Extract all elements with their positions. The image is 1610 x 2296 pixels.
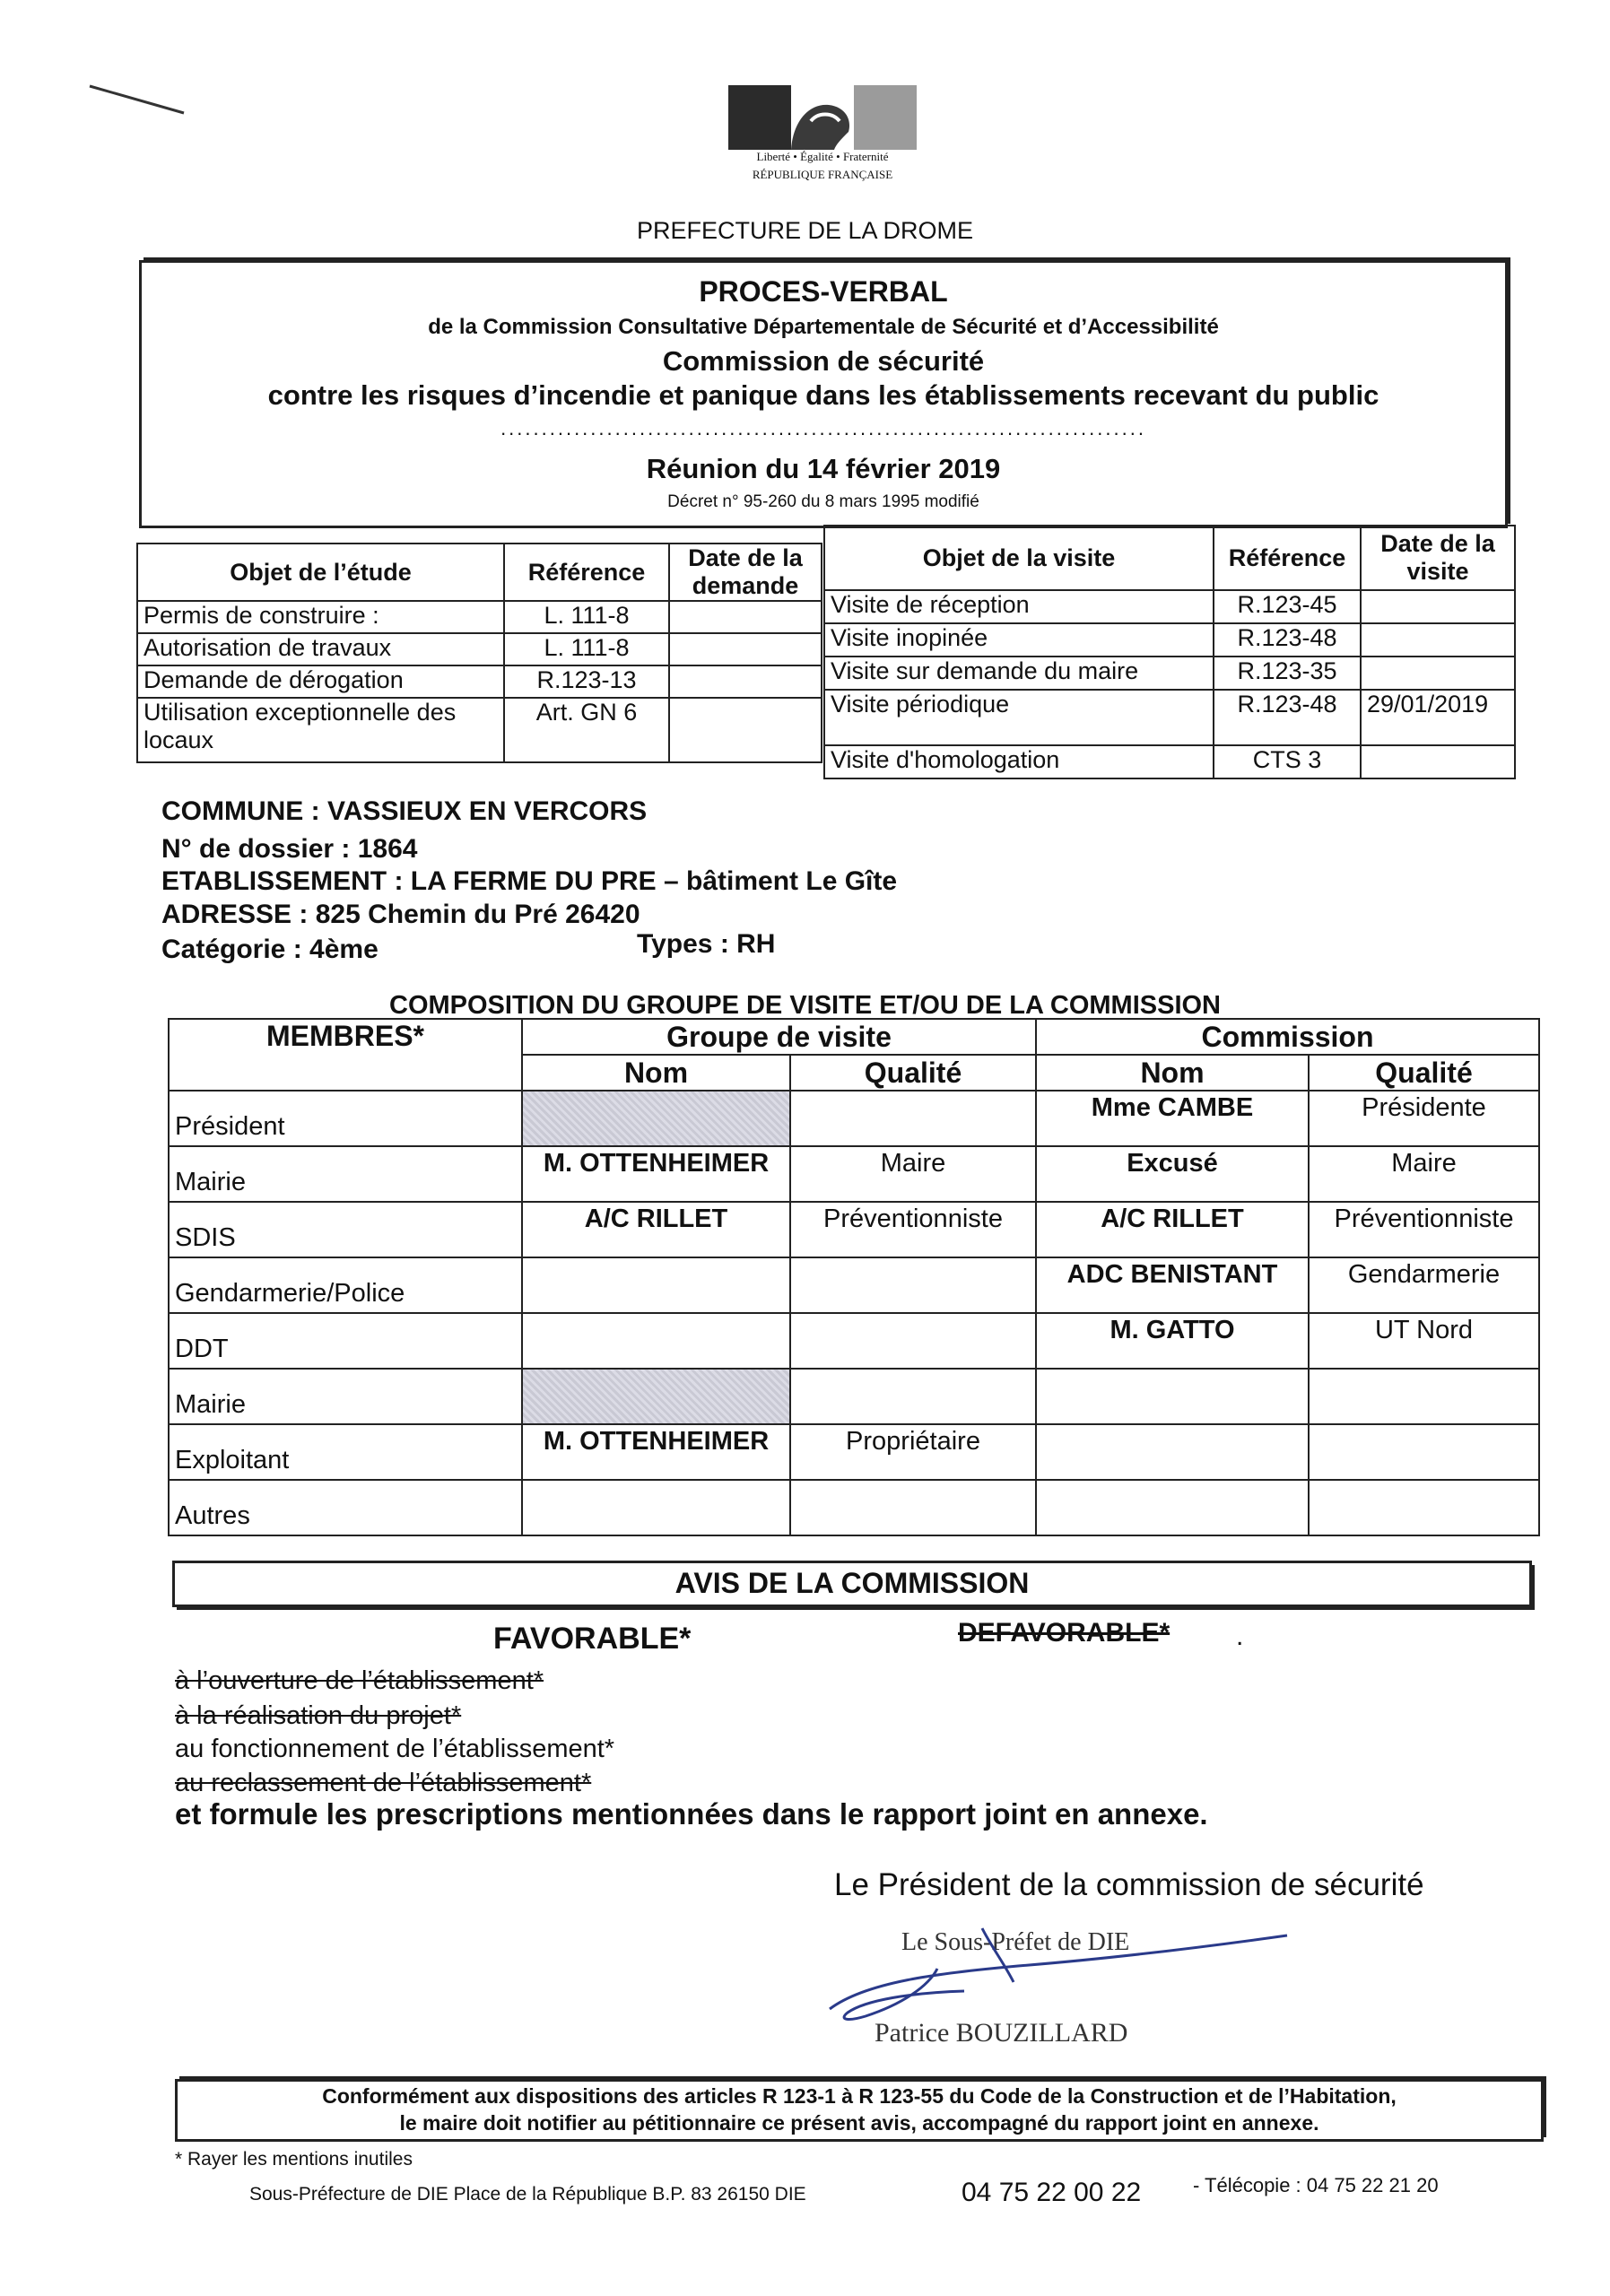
visit-date: 29/01/2019	[1361, 690, 1515, 745]
study-table-header	[137, 544, 822, 601]
groupe-nom: M. OTTENHEIMER	[522, 1146, 790, 1202]
member-row	[169, 1202, 1539, 1257]
dossier-number: N° de dossier : 1864	[161, 834, 418, 864]
study-objet: Utilisation exceptionnelle des locaux	[137, 698, 504, 762]
groupe-header: Groupe de visite	[522, 1019, 1036, 1055]
prefecture-title: PREFECTURE DE LA DROME	[636, 217, 974, 244]
commission-nom: A/C RILLET	[1036, 1202, 1309, 1257]
commission-qualite: Maire	[1309, 1146, 1539, 1202]
commission-qualite	[1309, 1369, 1539, 1424]
groupe-qualite	[790, 1369, 1036, 1424]
commission-nom	[1036, 1480, 1309, 1535]
mention-ouverture: à l’ouverture de l’établissement*	[175, 1666, 544, 1695]
study-date	[669, 601, 822, 633]
groupe-nom	[522, 1313, 790, 1369]
commission-nom	[1036, 1369, 1309, 1424]
visit-row	[824, 745, 1515, 778]
groupe-qualite	[790, 1091, 1036, 1146]
groupe-nom-header: Nom	[522, 1055, 790, 1091]
visit-row	[824, 657, 1515, 690]
notice-box	[175, 2079, 1544, 2142]
member-row	[169, 1369, 1539, 1424]
visit-date	[1361, 623, 1515, 657]
logo-republique: RÉPUBLIQUE FRANÇAISE	[752, 168, 893, 181]
prescriptions-text: et formule les prescriptions mentionnées dans le rapport joint en annexe.	[175, 1797, 1208, 1831]
groupe-nom	[522, 1091, 790, 1146]
study-date	[669, 698, 822, 762]
member-role: Président	[169, 1091, 522, 1146]
groupe-nom	[522, 1369, 790, 1424]
groupe-qualite	[790, 1313, 1036, 1369]
header-dots: ...............................................................................	[500, 417, 1146, 439]
visit-date	[1361, 590, 1515, 623]
members-table	[168, 1018, 1540, 1536]
study-header-date: Date de la demande	[669, 544, 822, 601]
study-date	[669, 665, 822, 698]
commission-qualite: Préventionniste	[1309, 1202, 1539, 1257]
categorie: Catégorie : 4ème	[161, 935, 379, 964]
pen-mark	[85, 70, 193, 124]
commission-nom-header: Nom	[1036, 1055, 1309, 1091]
visit-header-objet: Objet de la visite	[824, 526, 1214, 590]
header-subtitle-3: contre les risques d’incendie et panique dans les établissements recevant du public	[267, 379, 1379, 411]
visit-date	[1361, 745, 1515, 778]
study-ref: Art. GN 6	[504, 698, 669, 762]
visit-objet: Visite périodique	[824, 690, 1214, 745]
proces-verbal-title: PROCES-VERBAL	[699, 275, 948, 308]
notice-line-2: le maire doit notifier au pétitionnaire ce présent avis, accompagné du rapport joint en annexe.	[399, 2111, 1319, 2135]
commission-qualite: UT Nord	[1309, 1313, 1539, 1369]
composition-title: COMPOSITION DU GROUPE DE VISITE ET/OU DE LA COMMISSION	[389, 991, 1221, 1020]
groupe-nom: A/C RILLET	[522, 1202, 790, 1257]
membres-header: MEMBRES*	[169, 1019, 522, 1091]
commission-nom: Mme CAMBE	[1036, 1091, 1309, 1146]
types: Types : RH	[637, 929, 776, 959]
study-objet: Permis de construire :	[137, 601, 504, 633]
member-row	[169, 1424, 1539, 1480]
commission-nom: Excusé	[1036, 1146, 1309, 1202]
favorable-label: FAVORABLE*	[493, 1622, 692, 1656]
visit-ref: R.123-48	[1214, 623, 1361, 657]
study-ref: L. 111-8	[504, 601, 669, 633]
visit-ref: CTS 3	[1214, 745, 1361, 778]
footer-fax: - Télécopie : 04 75 22 21 20	[1193, 2174, 1439, 2196]
visit-header-reference: Référence	[1214, 526, 1361, 590]
decret-reference: Décret n° 95-260 du 8 mars 1995 modifié	[667, 492, 979, 511]
footer-telephone: 04 75 22 00 22	[962, 2178, 1142, 2207]
member-row	[169, 1146, 1539, 1202]
etablissement: ETABLISSEMENT : LA FERME DU PRE – bâtiment Le Gîte	[161, 866, 898, 896]
commission-qualite: Gendarmerie	[1309, 1257, 1539, 1313]
mention-realisation: à la réalisation du projet*	[175, 1701, 462, 1730]
groupe-nom	[522, 1257, 790, 1313]
groupe-qualite-header: Qualité	[790, 1055, 1036, 1091]
member-role: Exploitant	[169, 1424, 522, 1480]
member-row	[169, 1091, 1539, 1146]
visit-date	[1361, 657, 1515, 690]
groupe-qualite: Préventionniste	[790, 1202, 1036, 1257]
visit-table	[823, 525, 1516, 779]
member-role: Gendarmerie/Police	[169, 1257, 522, 1313]
groupe-nom	[522, 1480, 790, 1535]
commission-qualite-header: Qualité	[1309, 1055, 1539, 1091]
member-row	[169, 1257, 1539, 1313]
visit-ref: R.123-35	[1214, 657, 1361, 690]
study-row	[137, 601, 822, 633]
visit-objet: Visite inopinée	[824, 623, 1214, 657]
study-header-reference: Référence	[504, 544, 669, 601]
mention-reclassement: au reclassement de l’établissement*	[175, 1769, 592, 1797]
commission-qualite	[1309, 1480, 1539, 1535]
study-table	[136, 543, 822, 763]
commission-nom: M. GATTO	[1036, 1313, 1309, 1369]
member-role: DDT	[169, 1313, 522, 1369]
commission-header: Commission	[1036, 1019, 1539, 1055]
study-row	[137, 698, 822, 762]
visit-header-date: Date de la visite	[1361, 526, 1515, 590]
study-ref: L. 111-8	[504, 633, 669, 665]
rayer-mentions-note: * Rayer les mentions inutiles	[175, 2149, 413, 2170]
study-row	[137, 633, 822, 665]
avis-box	[172, 1561, 1532, 1607]
groupe-qualite: Maire	[790, 1146, 1036, 1202]
header-subtitle-1: de la Commission Consultative Départementale de Sécurité et d’Accessibilité	[428, 315, 1219, 339]
notice-line-1: Conformément aux dispositions des articles R 123-1 à R 123-55 du Code de la Construction et de l’Habitation,	[322, 2084, 1397, 2108]
visit-row	[824, 690, 1515, 745]
commission-qualite: Présidente	[1309, 1091, 1539, 1146]
president-label: Le Président de la commission de sécurité	[834, 1867, 1424, 1902]
avis-title: AVIS DE LA COMMISSION	[674, 1567, 1030, 1599]
study-row	[137, 665, 822, 698]
visit-row	[824, 590, 1515, 623]
member-role: SDIS	[169, 1202, 522, 1257]
footer-address: Sous-Préfecture de DIE Place de la République B.P. 83 26150 DIE	[249, 2184, 806, 2205]
commission-qualite	[1309, 1424, 1539, 1480]
member-row	[169, 1313, 1539, 1369]
visit-row	[824, 623, 1515, 657]
mention-fonctionnement: au fonctionnement de l’établissement*	[175, 1735, 615, 1763]
adresse: ADRESSE : 825 Chemin du Pré 26420	[161, 900, 640, 929]
reunion-date: Réunion du 14 février 2019	[646, 453, 1001, 484]
member-row	[169, 1480, 1539, 1535]
member-role: Mairie	[169, 1369, 522, 1424]
groupe-qualite: Propriétaire	[790, 1424, 1036, 1480]
member-role: Autres	[169, 1480, 522, 1535]
marianne-logo	[728, 85, 917, 193]
header-box	[139, 260, 1508, 528]
logo-motto: Liberté • Égalité • Fraternité	[756, 150, 889, 163]
sous-prefet-stamp: Le Sous-Préfet de DIE	[901, 1928, 1130, 1956]
study-objet: Autorisation de travaux	[137, 633, 504, 665]
marianne-emblem-icon	[728, 85, 917, 150]
visit-objet: Visite sur demande du maire	[824, 657, 1214, 690]
header-subtitle-2: Commission de sécurité	[662, 345, 985, 377]
study-ref: R.123-13	[504, 665, 669, 698]
visit-objet: Visite d'homologation	[824, 745, 1214, 778]
visit-objet: Visite de réception	[824, 590, 1214, 623]
visit-table-header	[824, 526, 1515, 590]
groupe-qualite	[790, 1257, 1036, 1313]
signatory-name: Patrice BOUZILLARD	[875, 2018, 1128, 2048]
stray-dot: .	[1236, 1622, 1244, 1651]
member-role: Mairie	[169, 1146, 522, 1202]
groupe-nom: M. OTTENHEIMER	[522, 1424, 790, 1480]
groupe-qualite	[790, 1480, 1036, 1535]
study-date	[669, 633, 822, 665]
commission-nom: ADC BENISTANT	[1036, 1257, 1309, 1313]
defavorable-label: DEFAVORABLE*	[958, 1618, 1171, 1648]
study-objet: Demande de dérogation	[137, 665, 504, 698]
commune: COMMUNE : VASSIEUX EN VERCORS	[161, 796, 648, 826]
commission-nom	[1036, 1424, 1309, 1480]
visit-ref: R.123-45	[1214, 590, 1361, 623]
study-header-objet: Objet de l’étude	[137, 544, 504, 601]
members-header-row-1	[169, 1019, 1539, 1055]
visit-ref: R.123-48	[1214, 690, 1361, 745]
